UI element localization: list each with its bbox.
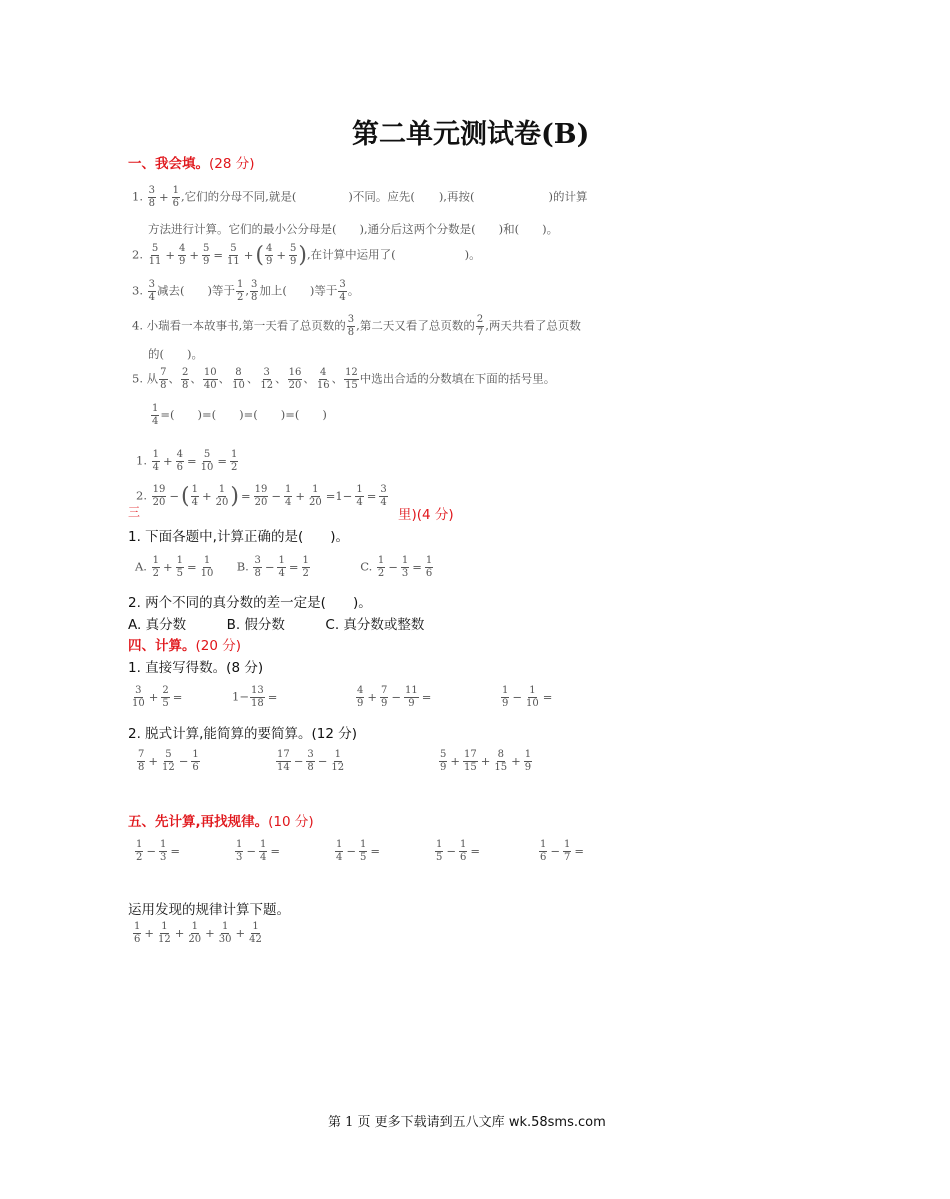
fraction: $\frac{1}{42}$: [249, 921, 262, 945]
fraction: $\frac{3}{12}$: [260, 367, 274, 391]
q5-line: 5. 从 $\frac{7}{8}$ 、 $\frac{2}{8}$ 、 $\frac{10}{40}$ 、 $\frac{8}{10}$ 、 $\frac{3}{12}$ 、 $\frac{16}{20}$ 、 $\frac{4}{16}$ 、 $\frac{12}{15}$ 中选出合适的分数填在下面的括号里。: [132, 367, 556, 391]
fraction: $\frac{3}{10}$: [132, 685, 145, 709]
q5-text-a: 从: [146, 371, 159, 386]
section-5-heading: [128, 810, 314, 830]
fraction: $\frac{1}{6}$: [460, 839, 467, 863]
fraction: $\frac{7}{9}$: [381, 685, 388, 709]
q1-line2: 方法进行计算。它们的最小公分母是( ),通分后这两个分数是( )和( )。: [148, 222, 559, 236]
section-1-heading: [128, 152, 255, 172]
s2-row2: 2. $\frac{19}{20}$ −( $\frac{1}{4}$ + $\frac{1}{20}$ ) = $\frac{19}{20}$ − $\frac{1}{4}$ + $\frac{1}{20}$ =1− $\frac{1}{4}$ = $\frac{3}{4}$: [136, 484, 387, 509]
footer-site-link[interactable]: wk.58sms.com: [508, 1115, 606, 1130]
footer-text: 第 1 页 更多下载请到五八文库: [328, 1115, 509, 1130]
section-1-score: (28 分): [209, 156, 255, 172]
section-5-score: (10 分): [268, 814, 314, 830]
fraction: $\frac{2}{8}$: [182, 367, 189, 391]
fraction: $\frac{3}{8}$: [307, 749, 314, 773]
q1-text-b: )不同。应先(: [348, 189, 415, 204]
fraction: $\frac{4}{16}$: [316, 367, 330, 391]
page-footer: [328, 1111, 606, 1130]
q3-text-d: 。: [347, 283, 360, 298]
s5-expr-4: $\frac{1}{5}$ − $\frac{1}{6}$ =: [436, 839, 481, 863]
fraction: $\frac{1}{2}$: [237, 279, 244, 303]
s4-expr-4: $\frac{1}{9}$ − $\frac{1}{10}$ =: [502, 685, 553, 709]
fraction: $\frac{5}{9}$: [440, 749, 447, 773]
fraction: $\frac{1}{30}$: [218, 921, 232, 945]
q4-text-c: ,两天共看了总页数: [485, 318, 581, 333]
fraction: $\frac{1}{9}$: [524, 749, 532, 773]
s3-question-2-options: A. 真分数 B. 假分数 C. 真分数或整数: [128, 617, 425, 633]
fraction: $\frac{7}{8}$: [160, 367, 167, 391]
fraction: $\frac{3}{4}$: [148, 279, 156, 303]
fraction: $\frac{1}{5}$: [176, 555, 184, 579]
fraction: $\frac{1}{20}$: [188, 921, 202, 945]
s5-expr-5: $\frac{1}{6}$ − $\frac{1}{7}$ =: [540, 839, 585, 863]
s4-calc-3: $\frac{5}{9}$ + $\frac{17}{15}$ + $\frac{8}{15}$ + $\frac{1}{9}$: [440, 749, 532, 773]
q1-text-c: ),再按(: [438, 189, 475, 204]
s5-expr-3: $\frac{1}{4}$ − $\frac{1}{5}$ =: [336, 839, 381, 863]
q5-number: 5.: [132, 371, 143, 386]
q4-number: 4.: [132, 318, 143, 333]
fraction: $\frac{1}{4}$: [152, 403, 159, 427]
fraction: $\frac{1}{4}$: [191, 484, 198, 508]
fraction: $\frac{7}{8}$: [138, 749, 145, 773]
fraction: $\frac{1}{4}$: [336, 839, 343, 863]
fraction: $\frac{3}{8}$: [148, 185, 156, 209]
s5-expr-2: $\frac{1}{3}$ − $\frac{1}{4}$ =: [236, 839, 281, 863]
s4-sub1: 1. 直接写得数。(8 分): [128, 660, 264, 676]
s5-apply-expr: $\frac{1}{6}$ + $\frac{1}{12}$ + $\frac{1}{20}$ + $\frac{1}{30}$ + $\frac{1}{42}$: [134, 921, 262, 945]
fraction: $\frac{5}{9}$: [203, 243, 210, 267]
fraction: $\frac{1}{10}$: [526, 685, 539, 709]
section-4-heading: [128, 634, 241, 654]
option-a-label: A.: [135, 559, 147, 574]
s4-expr-2: 1− $\frac{13}{18}$ =: [232, 685, 278, 709]
section-3-right-fragment: 里)(4 分): [398, 507, 454, 523]
fraction: $\frac{1}{3}$: [401, 555, 409, 579]
q1-line1: 1. $\frac{3}{8}$ + $\frac{1}{6}$ ,它们的分母不同,就是( )不同。应先( ),再按( )的计算: [132, 185, 588, 209]
fraction: $\frac{5}{11}$: [227, 243, 240, 267]
fraction: $\frac{1}{7}$: [564, 839, 571, 863]
fraction: $\frac{8}{15}$: [494, 749, 508, 773]
s3-question-2: 2. 两个不同的真分数的差一定是( )。: [128, 595, 372, 611]
fraction: $\frac{1}{6}$: [425, 555, 433, 579]
fraction: $\frac{11}{9}$: [405, 685, 418, 709]
fraction: $\frac{1}{3}$: [236, 839, 243, 863]
fraction: $\frac{1}{6}$: [172, 185, 180, 209]
q1-text-a: ,它们的分母不同,就是(: [181, 189, 297, 204]
fraction: $\frac{5}{9}$: [290, 243, 297, 267]
s3-options-row: A. $\frac{1}{2}$ + $\frac{1}{5}$ = $\frac{1}{10}$ B. $\frac{3}{8}$ − $\frac{1}{4}$ = $\frac{1}{2}$ C. $\frac{1}{2}$ − $\frac{1}{3}$ = $\frac{1}{6}$: [135, 555, 433, 579]
page-title: 第二单元测试卷(B): [352, 119, 590, 150]
fraction: $\frac{1}{6}$: [192, 749, 199, 773]
s4-calc-1: $\frac{7}{8}$ + $\frac{5}{12}$ − $\frac{1}{6}$: [138, 749, 199, 773]
q3-text-b: ,: [245, 283, 250, 298]
fraction: $\frac{17}{14}$: [277, 749, 290, 773]
fraction: $\frac{1}{10}$: [200, 555, 214, 579]
section-4-score: (20 分): [195, 638, 242, 654]
fraction: $\frac{10}{40}$: [203, 367, 217, 391]
fraction: $\frac{1}{4}$: [356, 484, 363, 508]
fraction: $\frac{5}{10}$: [200, 449, 214, 473]
option-c-label: C.: [360, 559, 373, 574]
q2-number: 2.: [132, 247, 143, 262]
fraction: $\frac{17}{15}$: [464, 749, 477, 773]
q4-text-a: 小瑞看一本故事书,第一天看了总页数的: [146, 318, 346, 333]
fraction: $\frac{1}{12}$: [158, 921, 171, 945]
q1-text-d: )的计算: [548, 189, 588, 204]
fraction: $\frac{2}{7}$: [476, 314, 484, 338]
q2-text: ,在计算中运用了( )。: [307, 247, 481, 262]
fraction: $\frac{13}{18}$: [250, 685, 264, 709]
option-b-label: B.: [236, 559, 249, 574]
fraction: $\frac{1}{6}$: [540, 839, 547, 863]
fraction: $\frac{1}{20}$: [215, 484, 229, 508]
q3-number: 3.: [132, 283, 143, 298]
fraction: $\frac{1}{3}$: [160, 839, 167, 863]
s5-expr-1: $\frac{1}{2}$ − $\frac{1}{3}$ =: [136, 839, 181, 863]
fraction: $\frac{1}{2}$: [136, 839, 143, 863]
q4-text-b: ,第二天又看了总页数的: [356, 318, 475, 333]
fraction: $\frac{4}{9}$: [179, 243, 186, 267]
fraction: $\frac{19}{20}$: [152, 484, 166, 508]
s2-row2-number: 2.: [136, 488, 147, 503]
q4-line2: 的( )。: [148, 347, 203, 361]
fraction: $\frac{1}{6}$: [134, 921, 141, 945]
q5-text-b: 中选出合适的分数填在下面的括号里。: [359, 371, 556, 386]
s4-expr-1: $\frac{3}{10}$ + $\frac{2}{5}$ =: [132, 685, 183, 709]
fraction: $\frac{2}{5}$: [162, 685, 169, 709]
fraction: $\frac{1}{4}$: [284, 484, 292, 508]
q3-text-a: 减去( )等于: [157, 283, 235, 298]
fraction: $\frac{4}{9}$: [266, 243, 273, 267]
fraction: $\frac{4}{9}$: [357, 685, 364, 709]
fraction: $\frac{1}{2}$: [152, 555, 159, 579]
s5-apply-text: 运用发现的规律计算下题。: [128, 902, 290, 918]
s4-calc-2: $\frac{17}{14}$ − $\frac{3}{8}$ − $\frac{1}{12}$: [277, 749, 345, 773]
q2-line: 2. $\frac{5}{11}$ + $\frac{4}{9}$ + $\frac{5}{9}$ = $\frac{5}{11}$ +( $\frac{4}{9}$ + $\frac{5}{9}$ ),在计算中运用了( )。: [132, 243, 481, 268]
fraction: $\frac{1}{5}$: [360, 839, 367, 863]
q3-text-c: 加上( )等于: [259, 283, 338, 298]
q5-blanks: [150, 404, 327, 427]
section-4-title: 四、计算。: [128, 638, 196, 654]
q4-line1: [132, 315, 581, 338]
fraction: $\frac{1}{12}$: [331, 749, 345, 773]
fraction: $\frac{3}{4}$: [380, 484, 387, 508]
fraction: $\frac{19}{20}$: [254, 484, 268, 508]
fraction: $\frac{1}{2}$: [231, 449, 238, 473]
fraction: $\frac{1}{5}$: [436, 839, 443, 863]
s4-sub2: 2. 脱式计算,能简算的要简算。(12 分): [128, 726, 357, 742]
s4-expr-3: $\frac{4}{9}$ + $\frac{7}{9}$ − $\frac{11}{9}$ =: [357, 685, 432, 709]
s3-question-1: 1. 下面各题中,计算正确的是( )。: [128, 529, 349, 545]
s2-row1-number: 1.: [136, 453, 147, 468]
fraction: $\frac{8}{10}$: [232, 367, 245, 391]
fraction: $\frac{1}{4}$: [278, 555, 285, 579]
fraction: $\frac{3}{8}$: [251, 279, 258, 303]
fraction: $\frac{1}{2}$: [377, 555, 385, 579]
fraction: $\frac{5}{11}$: [148, 243, 162, 267]
s2-row1: 1. $\frac{1}{4}$ + $\frac{4}{6}$ = $\frac{5}{10}$ = $\frac{1}{2}$: [136, 449, 238, 473]
fraction: $\frac{1}{4}$: [260, 839, 267, 863]
fraction: $\frac{3}{8}$: [254, 555, 261, 579]
fraction: $\frac{1}{20}$: [308, 484, 322, 508]
fraction: $\frac{1}{2}$: [302, 555, 309, 579]
fraction: $\frac{1}{4}$: [152, 449, 160, 473]
fraction: $\frac{1}{9}$: [502, 685, 509, 709]
q3-line: [132, 280, 359, 303]
section-1-title: 一、我会填。: [128, 156, 209, 172]
fraction: $\frac{4}{6}$: [176, 449, 184, 473]
fraction: $\frac{12}{15}$: [345, 367, 358, 391]
q1-number: 1.: [132, 189, 143, 204]
section-5-title: 五、先计算,再找规律。: [128, 814, 269, 830]
fraction: $\frac{16}{20}$: [288, 367, 302, 391]
fraction: $\frac{5}{12}$: [162, 749, 175, 773]
q5-blanks-text: =( )=( )=( )=( ): [160, 407, 327, 422]
fraction: $\frac{3}{8}$: [347, 314, 355, 338]
fraction: $\frac{3}{4}$: [339, 279, 346, 303]
section-3-left-fragment: 三: [128, 505, 141, 519]
